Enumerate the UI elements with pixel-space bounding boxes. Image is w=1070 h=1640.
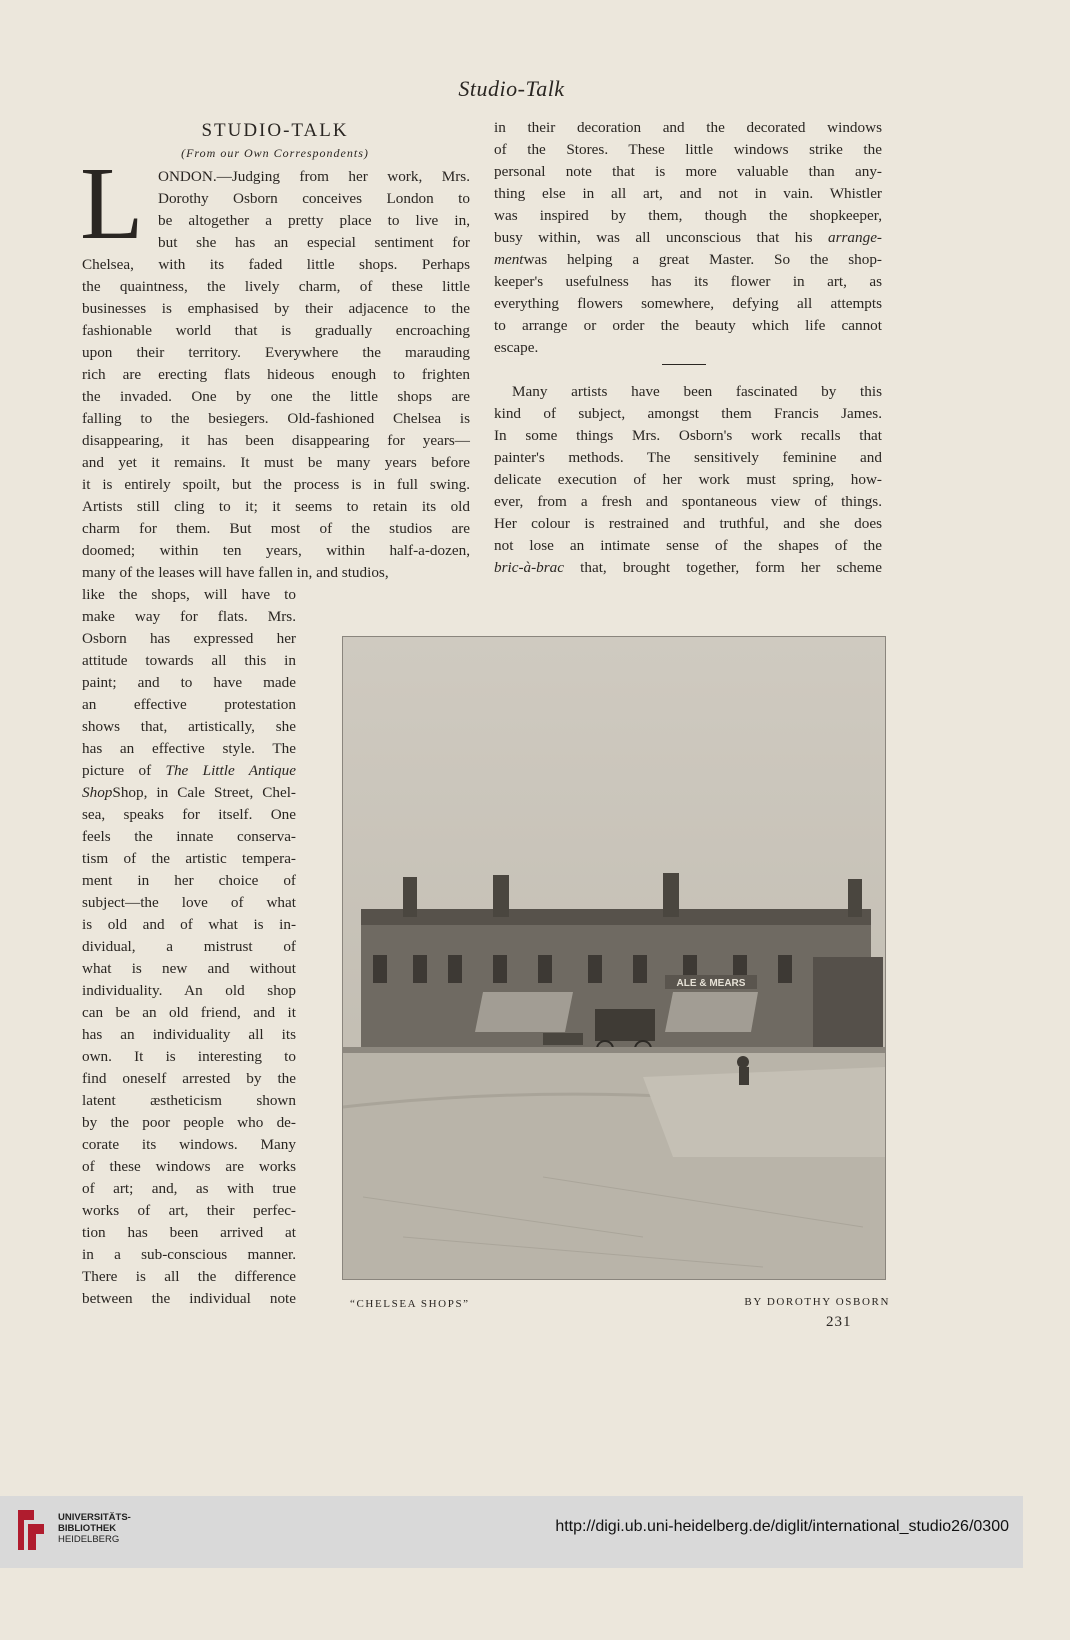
text-line: be altogether a pretty place to live in,: [158, 212, 470, 229]
text-line: fashionable world that is gradually encroaching: [82, 322, 470, 339]
text-line: Artists still cling to it; it seems to retain its old: [82, 498, 470, 515]
text-line: Many artists have been fascinated by this: [512, 383, 882, 400]
text-line: an effective protestation: [82, 696, 296, 713]
italic-phrase: The Little Antique: [165, 762, 296, 779]
page-number: 231: [826, 1314, 852, 1330]
text-line: ShopShop, in Cale Street, Chel-: [82, 784, 296, 801]
drop-cap: L: [80, 146, 144, 261]
text-line: charm for them. But most of the studios are: [82, 520, 470, 537]
text-line: many of the leases will have fallen in, and studios,: [82, 564, 389, 581]
text-line: Osborn has expressed her: [82, 630, 296, 647]
text-line: ONDON.—Judging from her work, Mrs.: [158, 168, 470, 185]
text-line: in a sub-conscious manner.: [82, 1246, 296, 1263]
text-line: upon their territory. Everywhere the marauding: [82, 344, 470, 361]
library-logo-text: UNIVERSITÄTS- BIBLIOTHEK HEIDELBERG: [58, 1512, 131, 1545]
text-line: can be an old friend, and it: [82, 1004, 296, 1021]
section-divider: [662, 364, 706, 365]
text-line: businesses is emphasised by their adjacence to the: [82, 300, 470, 317]
text-line: individuality. An old shop: [82, 982, 296, 999]
italic-phrase: Shop: [82, 784, 113, 801]
text-line: between the individual note: [82, 1290, 296, 1307]
library-logo-icon: [14, 1506, 48, 1554]
text-line: In some things Mrs. Osborn's work recalls that: [494, 427, 882, 444]
text-line: ever, from a fresh and spontaneous view of things.: [494, 493, 882, 510]
text-line: works of art, their perfec-: [82, 1202, 296, 1219]
text-line: tion has been arrived at: [82, 1224, 296, 1241]
section-title: STUDIO-TALK: [201, 120, 349, 141]
text-line: escape.: [494, 339, 539, 356]
text-line: Dorothy Osborn conceives London to: [158, 190, 470, 207]
italic-phrase: bric-à-brac: [494, 559, 565, 576]
text-line: ment in her choice of: [82, 872, 296, 889]
text-line: There is all the difference: [82, 1268, 296, 1285]
text-line: feels the innate conserva-: [82, 828, 296, 845]
source-url-link[interactable]: http://digi.ub.uni-heidelberg.de/diglit/international_studio26/0300: [555, 1518, 1009, 1535]
text-line: sea, speaks for itself. One: [82, 806, 296, 823]
text-line: has an individuality all its: [82, 1026, 296, 1043]
library-footer: [0, 1496, 1023, 1568]
text-line: it is entirely spoilt, but the process is in full swing.: [82, 476, 470, 493]
text-line: by the poor people who de-: [82, 1114, 296, 1131]
text-line: own. It is interesting to: [82, 1048, 296, 1065]
text-line: to arrange or order the beauty which life cannot: [494, 317, 882, 334]
text-line: tism of the artistic tempera-: [82, 850, 296, 867]
text-line: the invaded. One by one the little shops are: [82, 388, 470, 405]
text-line: attitude towards all this in: [82, 652, 296, 669]
text-line: Chelsea, with its faded little shops. Perhaps: [82, 256, 470, 273]
text-line: paint; and to have made: [82, 674, 296, 691]
text-line: and yet it remains. It must be many years before: [82, 454, 470, 471]
text-line: was inspired by them, though the shopkeeper,: [494, 207, 882, 224]
italic-phrase: ment: [494, 251, 524, 268]
text-line: find oneself arrested by the: [82, 1070, 296, 1087]
text-line: mentwas helping a great Master. So the shop-: [494, 251, 882, 268]
text-line: like the shops, will have to: [82, 586, 296, 603]
text-line: latent æstheticism shown: [82, 1092, 296, 1109]
text-line: falling to the besiegers. Old-fashioned Chelsea is: [82, 410, 470, 427]
text-line: shows that, artistically, she: [82, 718, 296, 735]
text-line: of the Stores. These little windows strike the: [494, 141, 882, 158]
illustration-chelsea-shops: [342, 636, 886, 1280]
text-line: corate its windows. Many: [82, 1136, 296, 1153]
text-line: is old and of what is in-: [82, 916, 296, 933]
text-line: bric-à-brac that, brought together, form her scheme: [494, 559, 882, 576]
text-line: kind of subject, amongst them Francis James.: [494, 405, 882, 422]
text-line: make way for flats. Mrs.: [82, 608, 296, 625]
running-head: Studio-Talk: [458, 76, 565, 101]
text-line: of art; and, as with true: [82, 1180, 296, 1197]
text-line: what is new and without: [82, 960, 296, 977]
text-line: busy within, was all unconscious that his arrange-: [494, 229, 882, 246]
text-line: subject—the love of what: [82, 894, 296, 911]
text-line: everything flowers somewhere, defying all attempts: [494, 295, 882, 312]
text-line: picture of The Little Antique: [82, 762, 296, 779]
text-line: dividual, a mistrust of: [82, 938, 296, 955]
text-line: personal note that is more valuable than any-: [494, 163, 882, 180]
italic-phrase: arrange-: [828, 229, 882, 246]
text-line: disappearing, it has been disappearing for years—: [82, 432, 470, 449]
text-line: rich are erecting flats hideous enough to frighten: [82, 366, 470, 383]
text-line: thing else in all art, and not in vain. Whistler: [494, 185, 882, 202]
text-line: in their decoration and the decorated windows: [494, 119, 882, 136]
text-line: but she has an especial sentiment for: [158, 234, 470, 251]
text-line: Her colour is restrained and truthful, and she does: [494, 515, 882, 532]
text-line: delicate execution of her work must spring, how-: [494, 471, 882, 488]
shop-sign: ALE & MEARS: [676, 978, 746, 989]
text-line: doomed; within ten years, within half-a-dozen,: [82, 542, 470, 559]
plate-caption-artist: BY DOROTHY OSBORN: [744, 1296, 890, 1308]
text-line: not lose an intimate sense of the shapes of the: [494, 537, 882, 554]
text-line: has an effective style. The: [82, 740, 296, 757]
plate-caption-title: “CHELSEA SHOPS”: [350, 1298, 470, 1310]
byline: (From our Own Correspondents): [181, 146, 369, 160]
text-line: keeper's usefulness has its flower in art, as: [494, 273, 882, 290]
text-line: the quaintness, the lively charm, of these little: [82, 278, 470, 295]
text-line: of these windows are works: [82, 1158, 296, 1175]
text-line: painter's methods. The sensitively feminine and: [494, 449, 882, 466]
